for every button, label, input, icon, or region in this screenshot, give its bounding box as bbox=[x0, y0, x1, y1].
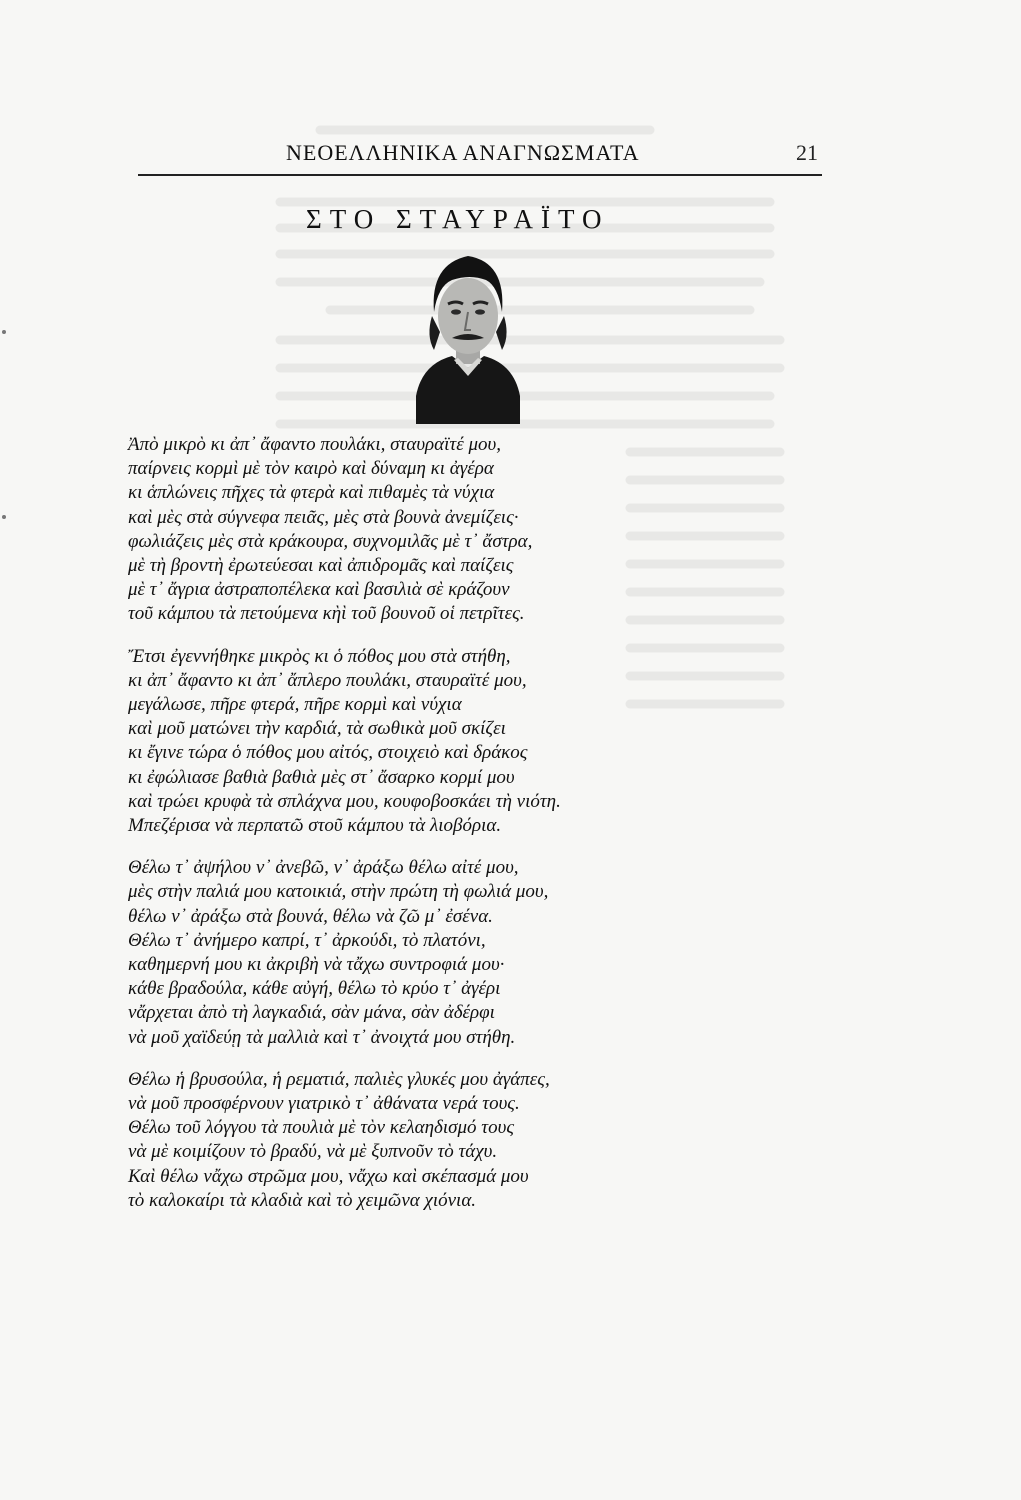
portrait-drawing bbox=[412, 246, 524, 424]
poem-line: κάθε βραδούλα, κάθε αὐγή, θέλω τὸ κρύο τ᾽ ἀγέρι bbox=[128, 978, 501, 1000]
poem-stanza bbox=[128, 433, 748, 627]
poem-line: καὶ μὲς στὰ σύγνεφα πειᾶς, μὲς στὰ βουνὰ ἀνεμίζεις· bbox=[128, 506, 519, 528]
poem-line: κι ἁπλώνεις πῆχες τὰ φτερὰ καὶ πιθαμὲς τὰ νύχια bbox=[128, 482, 495, 504]
header-rule bbox=[138, 174, 822, 176]
poem-line: τὸ καλοκαίρι τὰ κλαδιὰ καὶ τὸ χειμῶνα χιόνια. bbox=[128, 1189, 477, 1211]
author-portrait-icon bbox=[412, 246, 524, 424]
margin-speck bbox=[2, 330, 6, 334]
poem-line: Καὶ θέλω νἄχω στρῶμα μου, νἄχω καὶ σκέπασμά μου bbox=[128, 1165, 529, 1187]
poem-line: Ἀπὸ μικρὸ κι ἀπ᾽ ἄφαντο πουλάκι, σταυραϊτέ μου, bbox=[128, 434, 501, 455]
poem-line: κι ἔγινε τώρα ὁ πόθος μου αἰτός, στοιχειὸ καὶ δράκος bbox=[128, 742, 528, 764]
poem-line: καθημερνή μου κι ἀκριβὴ νὰ τἄχω συντροφιά μου· bbox=[128, 954, 505, 976]
poem-stanza bbox=[128, 645, 748, 839]
poem-line: νὰ μοῦ προσφέρνουν γιατρικὸ τ᾽ ἀθάνατα νερά τους. bbox=[128, 1093, 520, 1115]
poem-line: νἄρχεται ἀπὸ τὴ λαγκαδιά, σὰν μάνα, σὰν ἀδέρφι bbox=[128, 1002, 495, 1024]
poem-line: καὶ τρώει κρυφὰ τὰ σπλάχνα μου, κουφοβοσκάει τὴ νιότη. bbox=[128, 790, 561, 812]
poem-line: καὶ μοῦ ματώνει τὴν καρδιά, τὰ σωθικὰ μοῦ σκίζει bbox=[128, 718, 506, 740]
poem-line: παίρνεις κορμὶ μὲ τὸν καιρὸ καὶ δύναμη κι ἀγέρα bbox=[128, 458, 494, 480]
poem-line: Θέλω τοῦ λόγγου τὰ πουλιὰ μὲ τὸν κελαηδισμό τους bbox=[128, 1117, 515, 1139]
poem-line: μεγάλωσε, πῆρε φτερά, πῆρε κορμὶ καὶ νύχια bbox=[128, 694, 462, 716]
margin-speck bbox=[2, 515, 6, 519]
poem-line: μὲ τ᾽ ἄγρια ἀστραποπέλεκα καὶ βασιλιὰ σὲ κράζουν bbox=[128, 579, 510, 601]
poem-line: Μπεζέρισα νὰ περπατῶ στοῦ κάμπου τὰ λιοβόρια. bbox=[128, 815, 502, 837]
poem-line: τοῦ κάμπου τὰ πετούμενα κὴὶ τοῦ βουνοῦ οἱ πετρῖτες. bbox=[128, 603, 525, 625]
poem-line: Θέλω τ᾽ ἀνήμερο καπρί, τ᾽ ἀρκούδι, τὸ πλατόνι, bbox=[128, 929, 486, 951]
poem-line: Θέλω τ᾽ ἀψήλου ν᾽ ἀνεβῶ, ν᾽ ἀράξω θέλω αἰτέ μου, bbox=[128, 857, 519, 879]
page-number: 21 bbox=[796, 140, 818, 165]
poem-line: κι ἐφώλιασε βαθιὰ βαθιὰ μὲς στ᾽ ἄσαρκο κορμί μου bbox=[128, 766, 515, 788]
poem-title: ΣΤΟ ΣΤΑΥΡΑΪΤΟ bbox=[306, 204, 610, 234]
poem-line: Θέλω ἡ βρυσούλα, ἡ ρεματιά, παλιὲς γλυκές μου ἀγάπες, bbox=[128, 1068, 550, 1090]
poem-line: κι ἀπ᾽ ἄφαντο κι ἀπ᾽ ἄπλερο πουλάκι, σταυραϊτέ μου, bbox=[128, 669, 527, 691]
poem-stanza bbox=[128, 1068, 748, 1213]
running-head: ΝΕΟΕΛΛΗΝΙΚΑ ΑΝΑΓΝΩΣΜΑΤΑ bbox=[286, 140, 640, 165]
poem-line: μὲς στὴν παλιά μου κατοικιά, στὴν πρώτη τὴ φωλιά μου, bbox=[128, 881, 549, 903]
poem-line: νὰ μοῦ χαϊδεύῃ τὰ μαλλιὰ καὶ τ᾽ ἀνοιχτά μου στήθη. bbox=[128, 1026, 516, 1048]
poem-line: νὰ μὲ κοιμίζουν τὸ βραδύ, νὰ μὲ ξυπνοῦν τὸ τάχυ. bbox=[128, 1141, 498, 1163]
poem-stanza bbox=[128, 856, 748, 1050]
poem-line: φωλιάζεις μὲς στὰ κράκουρα, συχνομιλᾶς μὲ τ᾽ ἄστρα, bbox=[128, 530, 533, 552]
poem-line: Ἔτσι ἐγεννήθηκε μικρὸς κι ὁ πόθος μου στὰ στήθη, bbox=[128, 645, 511, 667]
poem-body bbox=[128, 433, 748, 1231]
poem-line: μὲ τὴ βροντὴ ἐρωτεύεσαι καὶ ἀπιδρομᾶς καὶ παίζεις bbox=[128, 555, 514, 577]
poem-line: θέλω ν᾽ ἀράξω στὰ βουνά, θέλω νὰ ζῶ μ᾽ ἐσένα. bbox=[128, 905, 493, 927]
